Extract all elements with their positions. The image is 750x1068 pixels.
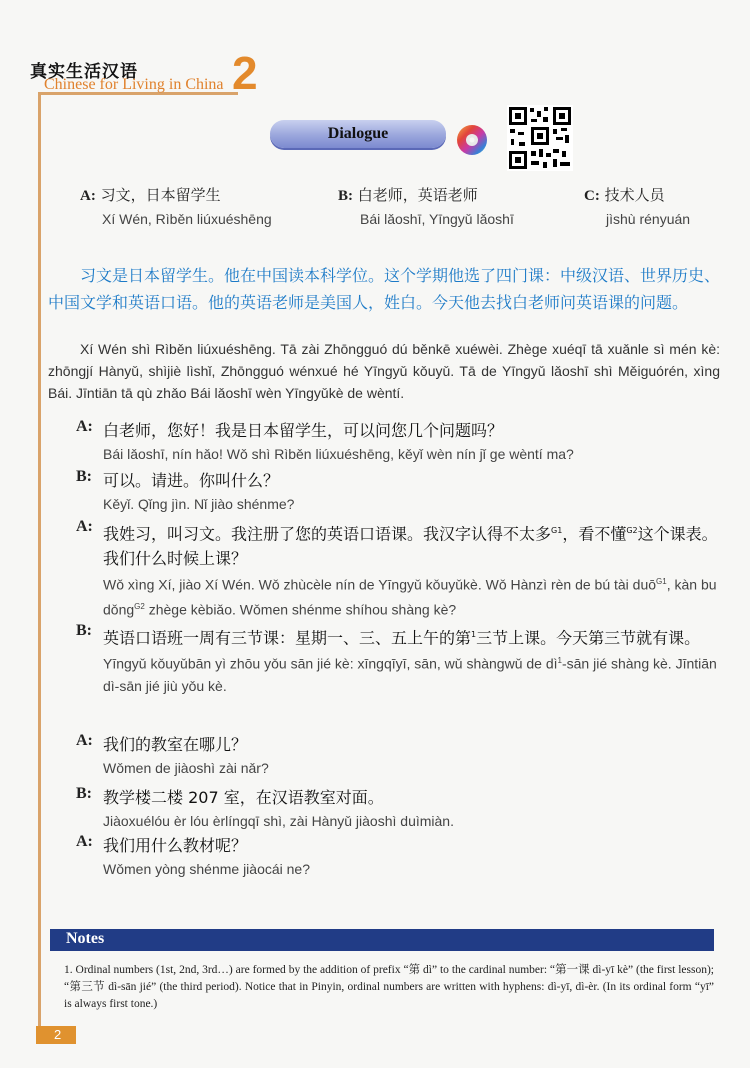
grammar-ref: G1 xyxy=(656,577,667,587)
line-chinese: 英语口语班一周有三节课：星期一、三、五上午的第$^1$三节上课。今天第三节就有课。 xyxy=(103,628,701,648)
page-number: 2 xyxy=(54,1027,62,1042)
speaker-label: A: xyxy=(76,418,93,435)
character-cn: 技术人员 xyxy=(604,186,665,204)
notes-title: Notes xyxy=(66,930,105,947)
character-cn: 白老师，英语老师 xyxy=(357,186,478,204)
line-pinyin: Wǒ xìng Xí, jiào Xí Wén. Wǒ zhùcèle nín de Yīngyǔ kǒuyǔkè. Wǒ Hànzì rèn de bú tài duō$^{G1}$, kàn bu dǒng$^{G2}$ zhège kèbiǎo. Wǒmen shénme shíhou shàng kè? xyxy=(103,576,717,618)
dialogue-turn xyxy=(76,785,720,832)
character-pinyin: jìshù rényuán xyxy=(606,211,691,227)
line-chinese: 我们用什么教材呢？ xyxy=(103,836,248,855)
line-pinyin: Bái lǎoshī, nín hǎo! Wǒ shì Rìběn liúxuéshēng, kěyǐ wèn nín jǐ ge wèntí ma? xyxy=(103,446,574,462)
cd-audio-icon[interactable] xyxy=(456,124,488,156)
line-pinyin: Wǒmen yòng shénme jiàocái ne? xyxy=(103,861,311,877)
speaker-label: A: xyxy=(76,732,93,749)
line-pinyin: Wǒmen de jiàoshì zài nǎr? xyxy=(103,760,269,776)
qr-code-icon[interactable] xyxy=(507,105,573,171)
dialogue-turn xyxy=(76,732,720,779)
dialogue-turn xyxy=(76,833,720,880)
grammar-ref: G2 xyxy=(134,601,145,611)
line-pinyin: Yīngyǔ kǒuyǔbān yì zhōu yǒu sān jié kè: xīngqīyī, sān, wǔ shàngwǔ de $dì^1$-sān jié shàng kè. Jīntiān dì-sān jié jiù yǒu kè. xyxy=(103,655,717,694)
dialogue-turn xyxy=(76,468,720,515)
page-frame-left xyxy=(38,92,41,1032)
intro-pinyin: Xí Wén shì Rìběn liúxuéshēng. Tā zài Zhōngguó dú běnkē xuéwèi. Zhège xuéqī tā xuǎnle sì mén kè: zhōngjí Hànyǔ, shìjiè lìshǐ, Zhōngguó wénxué hé Yīngyǔ kǒuyǔ. Tā de Yīngyǔ lǎoshī shì Měiguórén, xìng Bái. Jīntiān tā qù zhǎo Bái lǎoshī wèn Yīngyǔkè de wèntí. xyxy=(48,341,720,401)
grammar-ref: G1 xyxy=(551,526,563,535)
speaker-label: A: xyxy=(76,518,93,535)
speaker-label: B: xyxy=(76,785,92,802)
speaker-label: B: xyxy=(76,622,92,639)
book-title-english: Chinese for Living in China xyxy=(44,76,224,93)
page-number-badge xyxy=(36,1026,76,1044)
line-pinyin: Kěyǐ. Qǐng jìn. Nǐ jiào shénme? xyxy=(103,496,295,512)
character-cn: 习文，日本留学生 xyxy=(100,186,221,204)
note-item: 1. Ordinal numbers (1st, 2nd, 3rd…) are formed by the addition of prefix “第 dì” to the cardinal number: “第一课 dì-yī kè” (the first lesson); “第三节 dì-sān jié” (the third period). Notice that in Pinyin, ordinal numbers are written with hyphens: dì-yī, dì-èr. (In its ordinal form “yī” is always first tone.) xyxy=(64,964,714,1010)
grammar-ref: G2 xyxy=(626,526,638,535)
character-pinyin: Xí Wén, Rìběn liúxuéshēng xyxy=(102,211,272,227)
line-chinese: 教学楼二楼 207 室，在汉语教室对面。 xyxy=(103,788,384,807)
dialogue-turn xyxy=(76,518,720,621)
note-ref: 1 xyxy=(557,656,562,666)
line-chinese: 白老师，您好！我是日本留学生，可以问您几个问题吗？ xyxy=(103,421,504,440)
speaker-label: B: xyxy=(76,468,92,485)
character-label: B: xyxy=(338,188,353,204)
line-chinese: 可以。请进。你叫什么？ xyxy=(103,471,280,490)
dialogue-turn xyxy=(76,418,720,465)
notes-header xyxy=(50,929,714,951)
line-chinese: 我姓习，叫习文。我注册了您的英语口语课。我汉字认得不太多$^{G1}$，看不懂$^{G2}$这个课表。我们什么时候上课？ xyxy=(103,524,718,569)
character-pinyin: Bái lǎoshī, Yīngyǔ lǎoshī xyxy=(360,211,514,227)
dialogue-turn xyxy=(76,622,720,697)
intro-chinese: 习文是日本留学生。他在中国读本科学位。这个学期他选了四门课：中级汉语、世界历史、中国文学和英语口语。他的英语老师是美国人，姓白。今天他去找白老师问英语课的问题。 xyxy=(48,266,721,312)
line-chinese: 我们的教室在哪儿？ xyxy=(103,735,248,754)
note-ref: 1 xyxy=(471,630,477,639)
section-title-banner xyxy=(270,120,446,148)
character-c xyxy=(584,184,690,227)
speaker-label: A: xyxy=(76,833,93,850)
character-a xyxy=(80,184,272,227)
section-title: Dialogue xyxy=(327,125,389,142)
book-volume-number: 2 xyxy=(232,47,258,99)
book-title-chinese: 真实生活汉语 xyxy=(30,62,138,82)
character-label: C: xyxy=(584,188,600,204)
character-b xyxy=(338,184,514,227)
character-label: A: xyxy=(80,188,96,204)
line-pinyin: Jiàoxuélóu èr lóu èrlíngqī shì, zài Hànyǔ jiàoshì duìmiàn. xyxy=(103,813,454,829)
